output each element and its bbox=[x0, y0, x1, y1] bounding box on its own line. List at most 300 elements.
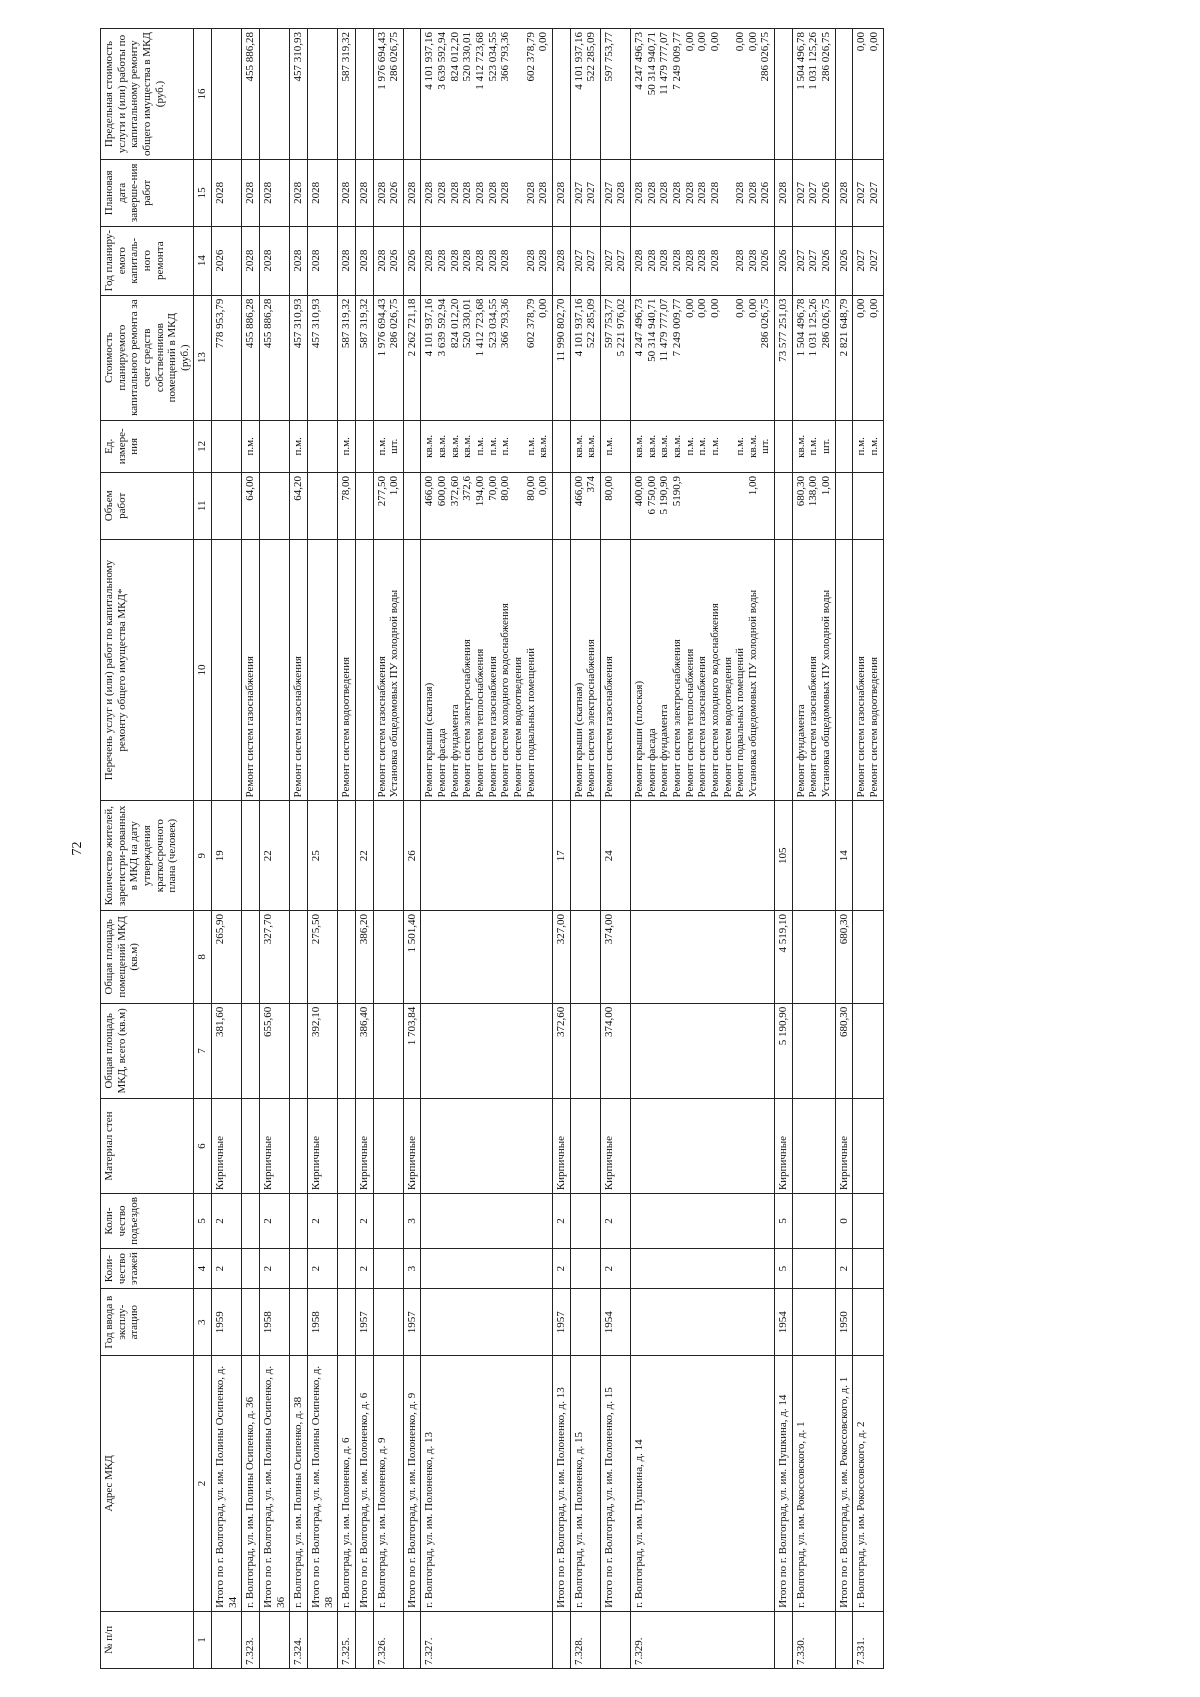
cell-cost: 455 886,28 bbox=[242, 295, 260, 420]
cell-unit: п.м. bbox=[338, 420, 356, 472]
cell-addr: г. Волгоград, ул. им. Полины Осипенко, д. 36 bbox=[242, 1356, 260, 1612]
cell-cost: 1 976 694,43 286 026,75 bbox=[373, 295, 403, 420]
cell-work: Ремонт систем газоснабжения Ремонт систем водоотведения bbox=[853, 539, 883, 801]
cell-unit bbox=[355, 420, 373, 472]
cell-work: Ремонт крыши (плоская) Ремонт фасада Ремонт фундамента Ремонт систем электроснабжения Ремонт систем теплоснабжения Ремонт систем газоснабжения Ремонт систем холодного водоснабжения Ремонт систем водоотведения Ремонт подвальных помещений Установка общедомовых ПУ холодной воды bbox=[631, 539, 775, 801]
column-header: Ед. измере-ния bbox=[101, 420, 194, 472]
cell-end: 2028 bbox=[260, 160, 290, 227]
repair-plan-table bbox=[100, 28, 884, 1669]
cell-year: 1959 bbox=[212, 1289, 242, 1356]
cell-res: 19 bbox=[212, 801, 242, 910]
cell-year bbox=[290, 1289, 308, 1356]
cell-yr: 2027 2027 bbox=[570, 226, 600, 295]
cell-en bbox=[631, 1194, 775, 1249]
cell-addr: Итого по г. Волгоград, ул. им. Полины Осипенко, д. 38 bbox=[307, 1356, 337, 1612]
cell-n: 7.326. bbox=[373, 1611, 403, 1668]
cell-year bbox=[338, 1289, 356, 1356]
cell-fl bbox=[853, 1248, 883, 1288]
cell-cost: 0,00 0,00 bbox=[853, 295, 883, 420]
cell-work bbox=[355, 539, 373, 801]
cell-mat: Кирпичные bbox=[212, 1098, 242, 1193]
cell-res bbox=[338, 801, 356, 910]
cell-n: 7.331. bbox=[853, 1611, 883, 1668]
cell-vol: 680,30 138,00 1,00 bbox=[792, 472, 835, 539]
cell-year bbox=[570, 1289, 600, 1356]
cell-cost: 457 310,93 bbox=[307, 295, 337, 420]
cell-fl: 2 bbox=[835, 1248, 853, 1288]
cell-end: 2028 bbox=[355, 160, 373, 227]
cell-unit: кв.м. п.м. шт. bbox=[792, 420, 835, 472]
table-row bbox=[775, 29, 793, 1669]
cell-mat bbox=[421, 1098, 552, 1193]
table-row bbox=[355, 29, 373, 1669]
table-row bbox=[373, 29, 403, 1669]
cell-n bbox=[552, 1611, 570, 1668]
table-row bbox=[552, 29, 570, 1669]
cell-mat bbox=[373, 1098, 403, 1193]
cell-res bbox=[421, 801, 552, 910]
cell-area: 655,60 bbox=[260, 1003, 290, 1098]
column-index: 10 bbox=[194, 539, 212, 801]
cell-year: 1957 bbox=[403, 1289, 421, 1356]
cell-vol bbox=[212, 472, 242, 539]
cell-unit: кв.м. кв.м. кв.м. кв.м. п.м. п.м. п.м. п.м. кв.м. шт. bbox=[631, 420, 775, 472]
cell-end: 2028 2026 bbox=[373, 160, 403, 227]
column-index: 12 bbox=[194, 420, 212, 472]
cell-en: 3 bbox=[403, 1194, 421, 1249]
cell-yr: 2027 2027 bbox=[853, 226, 883, 295]
cell-yr: 2027 2027 bbox=[600, 226, 630, 295]
column-index-row bbox=[194, 29, 212, 1669]
cell-yr: 2027 2027 2026 bbox=[792, 226, 835, 295]
cell-end: 2028 2028 2028 2028 2028 2028 2028 2028 2028 2026 bbox=[631, 160, 775, 227]
cell-unit: п.м. шт. bbox=[373, 420, 403, 472]
cell-year: 1958 bbox=[307, 1289, 337, 1356]
cell-end: 2027 2028 bbox=[600, 160, 630, 227]
cell-fl bbox=[421, 1248, 552, 1288]
cell-area2: 265,90 bbox=[212, 910, 242, 1003]
column-header: Предельная стоимость услуги и (или) работы по капитальному ремонту общего имущества в МКД (руб.) bbox=[101, 29, 194, 160]
cell-area2 bbox=[792, 910, 835, 1003]
cell-fl: 2 bbox=[212, 1248, 242, 1288]
cell-addr: Итого по г. Волгоград, ул. им. Полины Осипенко, д. 36 bbox=[260, 1356, 290, 1612]
column-index: 11 bbox=[194, 472, 212, 539]
cell-area2: 386,20 bbox=[355, 910, 373, 1003]
column-index: 8 bbox=[194, 910, 212, 1003]
column-index: 5 bbox=[194, 1194, 212, 1249]
cell-addr: г. Волгоград, ул. им. Полоненко, д. 6 bbox=[338, 1356, 356, 1612]
cell-area bbox=[570, 1003, 600, 1098]
cell-mat: Кирпичные bbox=[307, 1098, 337, 1193]
table-row bbox=[853, 29, 883, 1669]
cell-addr: г. Волгоград, ул. им. Рокоссовского, д. 1 bbox=[792, 1356, 835, 1612]
column-header: Адрес МКД bbox=[101, 1356, 194, 1612]
cell-lim: 587 319,32 bbox=[338, 29, 356, 160]
cell-area bbox=[792, 1003, 835, 1098]
cell-en: 5 bbox=[775, 1194, 793, 1249]
cell-en bbox=[853, 1194, 883, 1249]
cell-lim bbox=[403, 29, 421, 160]
cell-n bbox=[260, 1611, 290, 1668]
column-index: 7 bbox=[194, 1003, 212, 1098]
cell-lim bbox=[835, 29, 853, 160]
cell-vol: 466,00 600,00 372,60 372,6 194,00 70,00 80,00 80,00 0,00 bbox=[421, 472, 552, 539]
cell-yr: 2026 bbox=[835, 226, 853, 295]
cell-cost: 587 319,32 bbox=[338, 295, 356, 420]
cell-n: 7.323. bbox=[242, 1611, 260, 1668]
cell-vol bbox=[552, 472, 570, 539]
cell-en bbox=[242, 1194, 260, 1249]
cell-unit: кв.м. кв.м. кв.м. кв.м. п.м. п.м. п.м. п.м. кв.м. bbox=[421, 420, 552, 472]
cell-addr: Итого по г. Волгоград, ул. им. Полоненко, д. 6 bbox=[355, 1356, 373, 1612]
cell-cost: 2 821 648,79 bbox=[835, 295, 853, 420]
cell-area2 bbox=[373, 910, 403, 1003]
cell-end: 2028 bbox=[212, 160, 242, 227]
cell-mat bbox=[853, 1098, 883, 1193]
cell-addr: г. Волгоград, ул. им. Рокоссовского, д. 2 bbox=[853, 1356, 883, 1612]
cell-lim: 457 310,93 bbox=[290, 29, 308, 160]
cell-fl: 2 bbox=[355, 1248, 373, 1288]
cell-addr: г. Волгоград, ул. им. Пушкина, д. 14 bbox=[631, 1356, 775, 1612]
column-header: Коли-чество подъездов bbox=[101, 1194, 194, 1249]
cell-cost: 4 101 937,16 3 639 592,94 824 012,20 520 330,01 1 412 723,68 523 034,55 366 793,36 602 378,79 0,00 bbox=[421, 295, 552, 420]
column-header: Количество жителей, зарегистри-рованных в МКД на дату утверждения краткосрочного плана (человек) bbox=[101, 801, 194, 910]
column-index: 13 bbox=[194, 295, 212, 420]
cell-end: 2028 bbox=[290, 160, 308, 227]
cell-n: 7.328. bbox=[570, 1611, 600, 1668]
cell-lim: 4 247 496,73 50 314 940,71 11 479 777,07 7 249 009,77 0,00 0,00 0,00 0,00 0,00 286 026,75 bbox=[631, 29, 775, 160]
cell-yr: 2028 bbox=[338, 226, 356, 295]
cell-area bbox=[853, 1003, 883, 1098]
column-index: 16 bbox=[194, 29, 212, 160]
column-header: Год ввода в эксплу-атацию bbox=[101, 1289, 194, 1356]
table-row bbox=[403, 29, 421, 1669]
cell-en bbox=[792, 1194, 835, 1249]
cell-addr: Итого по г. Волгоград, ул. им. Полины Осипенко, д. 34 bbox=[212, 1356, 242, 1612]
cell-unit: п.м. bbox=[600, 420, 630, 472]
cell-area bbox=[373, 1003, 403, 1098]
header-row bbox=[101, 29, 194, 1669]
cell-cost: 778 953,79 bbox=[212, 295, 242, 420]
cell-unit bbox=[552, 420, 570, 472]
cell-area bbox=[290, 1003, 308, 1098]
cell-cost: 457 310,93 bbox=[290, 295, 308, 420]
cell-n: 7.330. bbox=[792, 1611, 835, 1668]
cell-work: Ремонт систем газоснабжения Установка общедомовых ПУ холодной воды bbox=[373, 539, 403, 801]
cell-fl: 3 bbox=[403, 1248, 421, 1288]
cell-vol: 277,50 1,00 bbox=[373, 472, 403, 539]
column-header: Общая площадь помещений МКД (кв.м) bbox=[101, 910, 194, 1003]
cell-fl bbox=[792, 1248, 835, 1288]
cell-vol bbox=[403, 472, 421, 539]
cell-n bbox=[212, 1611, 242, 1668]
cell-lim: 1 504 496,78 1 031 125,26 286 026,75 bbox=[792, 29, 835, 160]
page-number: 72 bbox=[70, 841, 85, 856]
cell-cost: 11 990 802,70 bbox=[552, 295, 570, 420]
cell-fl: 2 bbox=[307, 1248, 337, 1288]
cell-lim bbox=[775, 29, 793, 160]
cell-area2 bbox=[570, 910, 600, 1003]
cell-year: 1958 bbox=[260, 1289, 290, 1356]
cell-end: 2028 bbox=[242, 160, 260, 227]
table-row bbox=[835, 29, 853, 1669]
cell-vol: 466,00 374 bbox=[570, 472, 600, 539]
cell-lim: 597 753,77 bbox=[600, 29, 630, 160]
cell-area: 372,60 bbox=[552, 1003, 570, 1098]
cell-end: 2028 bbox=[403, 160, 421, 227]
cell-yr: 2028 bbox=[355, 226, 373, 295]
cell-yr: 2028 bbox=[552, 226, 570, 295]
cell-area2: 680,30 bbox=[835, 910, 853, 1003]
cell-year: 1954 bbox=[775, 1289, 793, 1356]
cell-fl bbox=[290, 1248, 308, 1288]
cell-res bbox=[290, 801, 308, 910]
cell-res: 24 bbox=[600, 801, 630, 910]
cell-area bbox=[421, 1003, 552, 1098]
cell-fl bbox=[631, 1248, 775, 1288]
cell-vol: 80,00 bbox=[600, 472, 630, 539]
table-row bbox=[792, 29, 835, 1669]
column-index: 9 bbox=[194, 801, 212, 910]
cell-lim: 4 101 937,16 522 285,09 bbox=[570, 29, 600, 160]
cell-area2 bbox=[290, 910, 308, 1003]
cell-addr: г. Волгоград, ул. им. Полоненко, д. 9 bbox=[373, 1356, 403, 1612]
cell-work bbox=[212, 539, 242, 801]
cell-vol bbox=[835, 472, 853, 539]
table-row bbox=[421, 29, 552, 1669]
cell-cost: 587 319,32 bbox=[355, 295, 373, 420]
cell-en bbox=[570, 1194, 600, 1249]
cell-vol: 400,00 6 750,00 5 190,90 5190,9 1,00 bbox=[631, 472, 775, 539]
cell-n bbox=[775, 1611, 793, 1668]
cell-en: 2 bbox=[355, 1194, 373, 1249]
cell-cost: 73 577 251,03 bbox=[775, 295, 793, 420]
cell-year bbox=[853, 1289, 883, 1356]
cell-year bbox=[421, 1289, 552, 1356]
cell-yr: 2028 2028 2028 2028 2028 2028 2028 2028 2028 2026 bbox=[631, 226, 775, 295]
cell-en bbox=[421, 1194, 552, 1249]
cell-lim bbox=[212, 29, 242, 160]
cell-area2 bbox=[242, 910, 260, 1003]
column-index: 4 bbox=[194, 1248, 212, 1288]
table-row bbox=[260, 29, 290, 1669]
cell-area2: 4 519,10 bbox=[775, 910, 793, 1003]
cell-fl: 5 bbox=[775, 1248, 793, 1288]
cell-unit bbox=[307, 420, 337, 472]
cell-fl: 2 bbox=[600, 1248, 630, 1288]
cell-en: 2 bbox=[600, 1194, 630, 1249]
cell-fl bbox=[570, 1248, 600, 1288]
cell-area: 1 703,84 bbox=[403, 1003, 421, 1098]
cell-n bbox=[600, 1611, 630, 1668]
cell-area2 bbox=[421, 910, 552, 1003]
cell-work bbox=[835, 539, 853, 801]
cell-en: 2 bbox=[307, 1194, 337, 1249]
cell-work: Ремонт крыши (скатная) Ремонт систем электроснабжения bbox=[570, 539, 600, 801]
cell-yr: 2028 2028 2028 2028 2028 2028 2028 2028 2028 bbox=[421, 226, 552, 295]
cell-cost: 597 753,77 5 221 976,02 bbox=[600, 295, 630, 420]
table-row bbox=[570, 29, 600, 1669]
cell-n: 7.329. bbox=[631, 1611, 775, 1668]
cell-work bbox=[552, 539, 570, 801]
cell-fl bbox=[338, 1248, 356, 1288]
cell-year bbox=[242, 1289, 260, 1356]
cell-en: 2 bbox=[552, 1194, 570, 1249]
table-row bbox=[631, 29, 775, 1669]
cell-mat: Кирпичные bbox=[552, 1098, 570, 1193]
cell-work bbox=[775, 539, 793, 801]
column-header: Плановая дата заверше-ния работ bbox=[101, 160, 194, 227]
cell-year bbox=[631, 1289, 775, 1356]
cell-area bbox=[242, 1003, 260, 1098]
cell-vol bbox=[307, 472, 337, 539]
cell-area2 bbox=[853, 910, 883, 1003]
cell-mat: Кирпичные bbox=[260, 1098, 290, 1193]
cell-work: Ремонт систем газоснабжения bbox=[242, 539, 260, 801]
cell-work: Ремонт систем газоснабжения bbox=[290, 539, 308, 801]
cell-work: Ремонт фундамента Ремонт систем газоснабжения Установка общедомовых ПУ холодной воды bbox=[792, 539, 835, 801]
cell-work: Ремонт систем газоснабжения bbox=[600, 539, 630, 801]
cell-work: Ремонт крыши (скатная) Ремонт фасада Ремонт фундамента Ремонт систем электроснабжения Ремонт систем теплоснабжения Ремонт систем газоснабжения Ремонт систем холодного водоснабжения Ремонт систем водоотведения Ремонт подвальных помещений bbox=[421, 539, 552, 801]
cell-en: 2 bbox=[212, 1194, 242, 1249]
cell-unit: п.м. bbox=[290, 420, 308, 472]
table-body bbox=[212, 29, 883, 1669]
cell-addr: Итого по г. Волгоград, ул. им. Полоненко, д. 13 bbox=[552, 1356, 570, 1612]
cell-area bbox=[338, 1003, 356, 1098]
cell-mat bbox=[792, 1098, 835, 1193]
cell-en: 0 bbox=[835, 1194, 853, 1249]
cell-unit bbox=[403, 420, 421, 472]
column-index: 1 bbox=[194, 1611, 212, 1668]
cell-area2 bbox=[631, 910, 775, 1003]
cell-en bbox=[338, 1194, 356, 1249]
cell-vol bbox=[355, 472, 373, 539]
cell-addr: Итого по г. Волгоград, ул. им. Пушкина, д. 14 bbox=[775, 1356, 793, 1612]
cell-end: 2027 2027 bbox=[853, 160, 883, 227]
cell-work bbox=[307, 539, 337, 801]
cell-unit: п.м. п.м. bbox=[853, 420, 883, 472]
cell-mat: Кирпичные bbox=[355, 1098, 373, 1193]
cell-end: 2028 bbox=[835, 160, 853, 227]
cell-n: 7.324. bbox=[290, 1611, 308, 1668]
column-index: 15 bbox=[194, 160, 212, 227]
cell-en: 2 bbox=[260, 1194, 290, 1249]
cell-vol bbox=[775, 472, 793, 539]
cell-res bbox=[631, 801, 775, 910]
cell-area2: 275,50 bbox=[307, 910, 337, 1003]
cell-en bbox=[373, 1194, 403, 1249]
cell-area: 392,10 bbox=[307, 1003, 337, 1098]
cell-year: 1954 bbox=[600, 1289, 630, 1356]
cell-yr: 2028 bbox=[307, 226, 337, 295]
cell-yr: 2026 bbox=[775, 226, 793, 295]
cell-yr: 2026 bbox=[403, 226, 421, 295]
cell-n bbox=[355, 1611, 373, 1668]
cell-area bbox=[631, 1003, 775, 1098]
cell-end: 2028 2028 2028 2028 2028 2028 2028 2028 2028 bbox=[421, 160, 552, 227]
cell-fl bbox=[373, 1248, 403, 1288]
cell-mat: Кирпичные bbox=[775, 1098, 793, 1193]
cell-area: 386,40 bbox=[355, 1003, 373, 1098]
cell-fl: 2 bbox=[260, 1248, 290, 1288]
column-index: 3 bbox=[194, 1289, 212, 1356]
cell-vol bbox=[260, 472, 290, 539]
column-header: № п/п bbox=[101, 1611, 194, 1668]
cell-vol: 64,00 bbox=[242, 472, 260, 539]
cell-mat: Кирпичные bbox=[835, 1098, 853, 1193]
cell-unit bbox=[775, 420, 793, 472]
cell-res bbox=[853, 801, 883, 910]
table-row bbox=[338, 29, 356, 1669]
cell-res bbox=[373, 801, 403, 910]
cell-lim: 4 101 937,16 3 639 592,94 824 012,20 520 330,01 1 412 723,68 523 034,55 366 793,36 602 378,79 0,00 bbox=[421, 29, 552, 160]
column-header: Общая площадь МКД, всего (кв.м) bbox=[101, 1003, 194, 1098]
cell-res: 105 bbox=[775, 801, 793, 910]
cell-area2: 327,70 bbox=[260, 910, 290, 1003]
cell-addr: г. Волгоград, ул. им. Полоненко, д. 13 bbox=[421, 1356, 552, 1612]
cell-mat bbox=[242, 1098, 260, 1193]
column-header: Год планиру-емого капиталь-ного ремонта bbox=[101, 226, 194, 295]
cell-year: 1950 bbox=[835, 1289, 853, 1356]
cell-area2: 374,00 bbox=[600, 910, 630, 1003]
cell-mat bbox=[290, 1098, 308, 1193]
cell-mat: Кирпичные bbox=[600, 1098, 630, 1193]
cell-mat bbox=[631, 1098, 775, 1193]
cell-res: 22 bbox=[260, 801, 290, 910]
cell-res: 14 bbox=[835, 801, 853, 910]
cell-addr: Итого по г. Волгоград, ул. им. Рокоссовского, д. 1 bbox=[835, 1356, 853, 1612]
cell-mat bbox=[338, 1098, 356, 1193]
cell-area: 381,60 bbox=[212, 1003, 242, 1098]
cell-lim: 0,00 0,00 bbox=[853, 29, 883, 160]
cell-res bbox=[792, 801, 835, 910]
cell-yr: 2028 bbox=[290, 226, 308, 295]
cell-lim bbox=[307, 29, 337, 160]
cell-mat bbox=[570, 1098, 600, 1193]
cell-vol bbox=[853, 472, 883, 539]
cell-n bbox=[835, 1611, 853, 1668]
cell-vol: 64,20 bbox=[290, 472, 308, 539]
cell-end: 2028 bbox=[307, 160, 337, 227]
table-row bbox=[242, 29, 260, 1669]
cell-unit: кв.м. кв.м. bbox=[570, 420, 600, 472]
cell-area: 374,00 bbox=[600, 1003, 630, 1098]
cell-lim: 1 976 694,43 286 026,75 bbox=[373, 29, 403, 160]
table-row bbox=[307, 29, 337, 1669]
cell-yr: 2026 bbox=[212, 226, 242, 295]
column-header: Стоимость планируемого капитального ремонта за счет средств собственников помещений в МКД (руб.) bbox=[101, 295, 194, 420]
column-header: Коли-чество этажей bbox=[101, 1248, 194, 1288]
cell-n bbox=[403, 1611, 421, 1668]
cell-cost: 1 504 496,78 1 031 125,26 286 026,75 bbox=[792, 295, 835, 420]
cell-addr: г. Волгоград, ул. им. Полоненко, д. 15 bbox=[570, 1356, 600, 1612]
cell-res: 26 bbox=[403, 801, 421, 910]
cell-addr: Итого по г. Волгоград, ул. им. Полоненко, д. 9 bbox=[403, 1356, 421, 1612]
cell-n: 7.325. bbox=[338, 1611, 356, 1668]
cell-work bbox=[403, 539, 421, 801]
cell-work: Ремонт систем водоотведения bbox=[338, 539, 356, 801]
cell-res: 17 bbox=[552, 801, 570, 910]
cell-res: 22 bbox=[355, 801, 373, 910]
cell-en bbox=[290, 1194, 308, 1249]
cell-area2: 327,00 bbox=[552, 910, 570, 1003]
cell-end: 2028 bbox=[552, 160, 570, 227]
cell-unit bbox=[835, 420, 853, 472]
cell-lim bbox=[355, 29, 373, 160]
cell-n: 7.327. bbox=[421, 1611, 552, 1668]
cell-area: 5 190,90 bbox=[775, 1003, 793, 1098]
cell-yr: 2028 bbox=[260, 226, 290, 295]
